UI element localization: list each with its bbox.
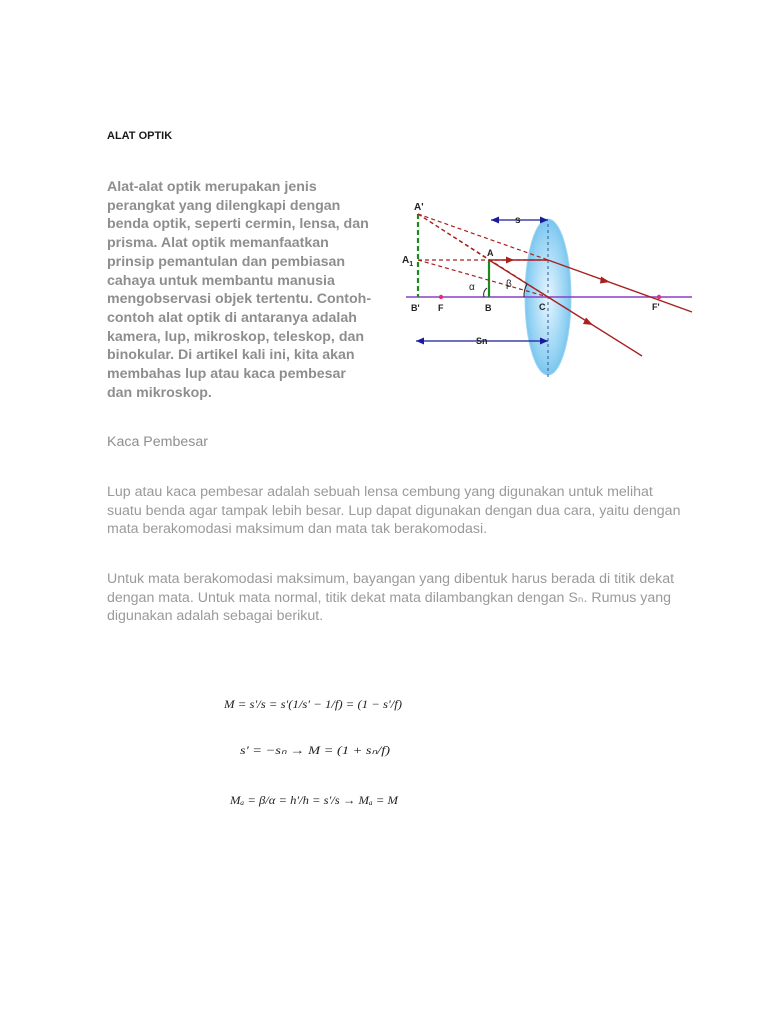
label-c: C bbox=[539, 302, 546, 312]
label-alpha: α bbox=[469, 282, 475, 293]
virtual-ray-3 bbox=[418, 214, 489, 260]
label-b: B bbox=[485, 303, 492, 313]
ray-arrowhead-3 bbox=[583, 318, 593, 326]
label-f-prime: F' bbox=[652, 302, 660, 312]
formula-1: M = s'/s = s'(1/s' − 1/f) = (1 − s'/f) bbox=[222, 697, 402, 711]
label-a: A bbox=[487, 248, 494, 258]
document-title: ALAT OPTIK bbox=[107, 130, 173, 142]
paragraph-2: Untuk mata berakomodasi maksimum, bayangan yang dibentuk harus berada di titik dekat dengan mata. Untuk mata normal, titik dekat mata dilambangkan dengan Sₙ. Rumus yang digunakan adalah sebagai berikut. bbox=[107, 571, 675, 625]
label-a1-sub: 1 bbox=[409, 261, 414, 268]
label-beta: β bbox=[506, 279, 512, 290]
paragraph-1: Lup atau kaca pembesar adalah sebuah lensa cembung yang digunakan untuk melihat suatu benda agar tampak lebih besar. Lup dapat digunakan dengan dua cara, yaitu dengan mata berakomodasi maksimum dan mata tak berakomodasi. bbox=[107, 484, 681, 538]
magnifier-ray-diagram bbox=[396, 196, 696, 386]
ray-arrowhead-1 bbox=[506, 257, 514, 264]
formula-2: s' = −sₙ → M = (1 + sₙ/f) bbox=[240, 743, 391, 757]
label-a1-main: A bbox=[402, 255, 410, 266]
s-arrowhead-left bbox=[491, 217, 499, 224]
label-a-prime: A' bbox=[414, 202, 424, 213]
label-a1 bbox=[402, 255, 413, 268]
focal-point-f bbox=[439, 295, 443, 299]
section-heading: Kaca Pembesar bbox=[107, 434, 208, 450]
label-b-prime: B' bbox=[411, 303, 420, 313]
formula-3: Mₐ = β/α = h'/h = s'/s → Mₐ = M bbox=[228, 793, 400, 807]
focal-point-f-prime bbox=[657, 295, 661, 299]
label-sn: Sn bbox=[476, 336, 488, 346]
alpha-arc bbox=[484, 288, 487, 297]
formula-block bbox=[220, 680, 420, 820]
label-s: s bbox=[515, 215, 521, 226]
sn-arrowhead-left bbox=[416, 338, 424, 345]
label-f: F bbox=[438, 303, 444, 313]
intro-paragraph: Alat-alat optik merupakan jenis perangkat yang dilengkapi dengan benda optik, seperti cermin, lensa, dan prisma. Alat optik memanfaatkan prinsip pemantulan dan pembiasan cahaya untuk membantu manusia mengobservasi objek tertentu. Contoh-contoh alat optik di antaranya adalah kamera, lup, mikroskop, teleskop, dan binokular. Di artikel kali ini, kita akan membahas lup atau kaca pembesar dan mikroskop. bbox=[107, 179, 372, 401]
